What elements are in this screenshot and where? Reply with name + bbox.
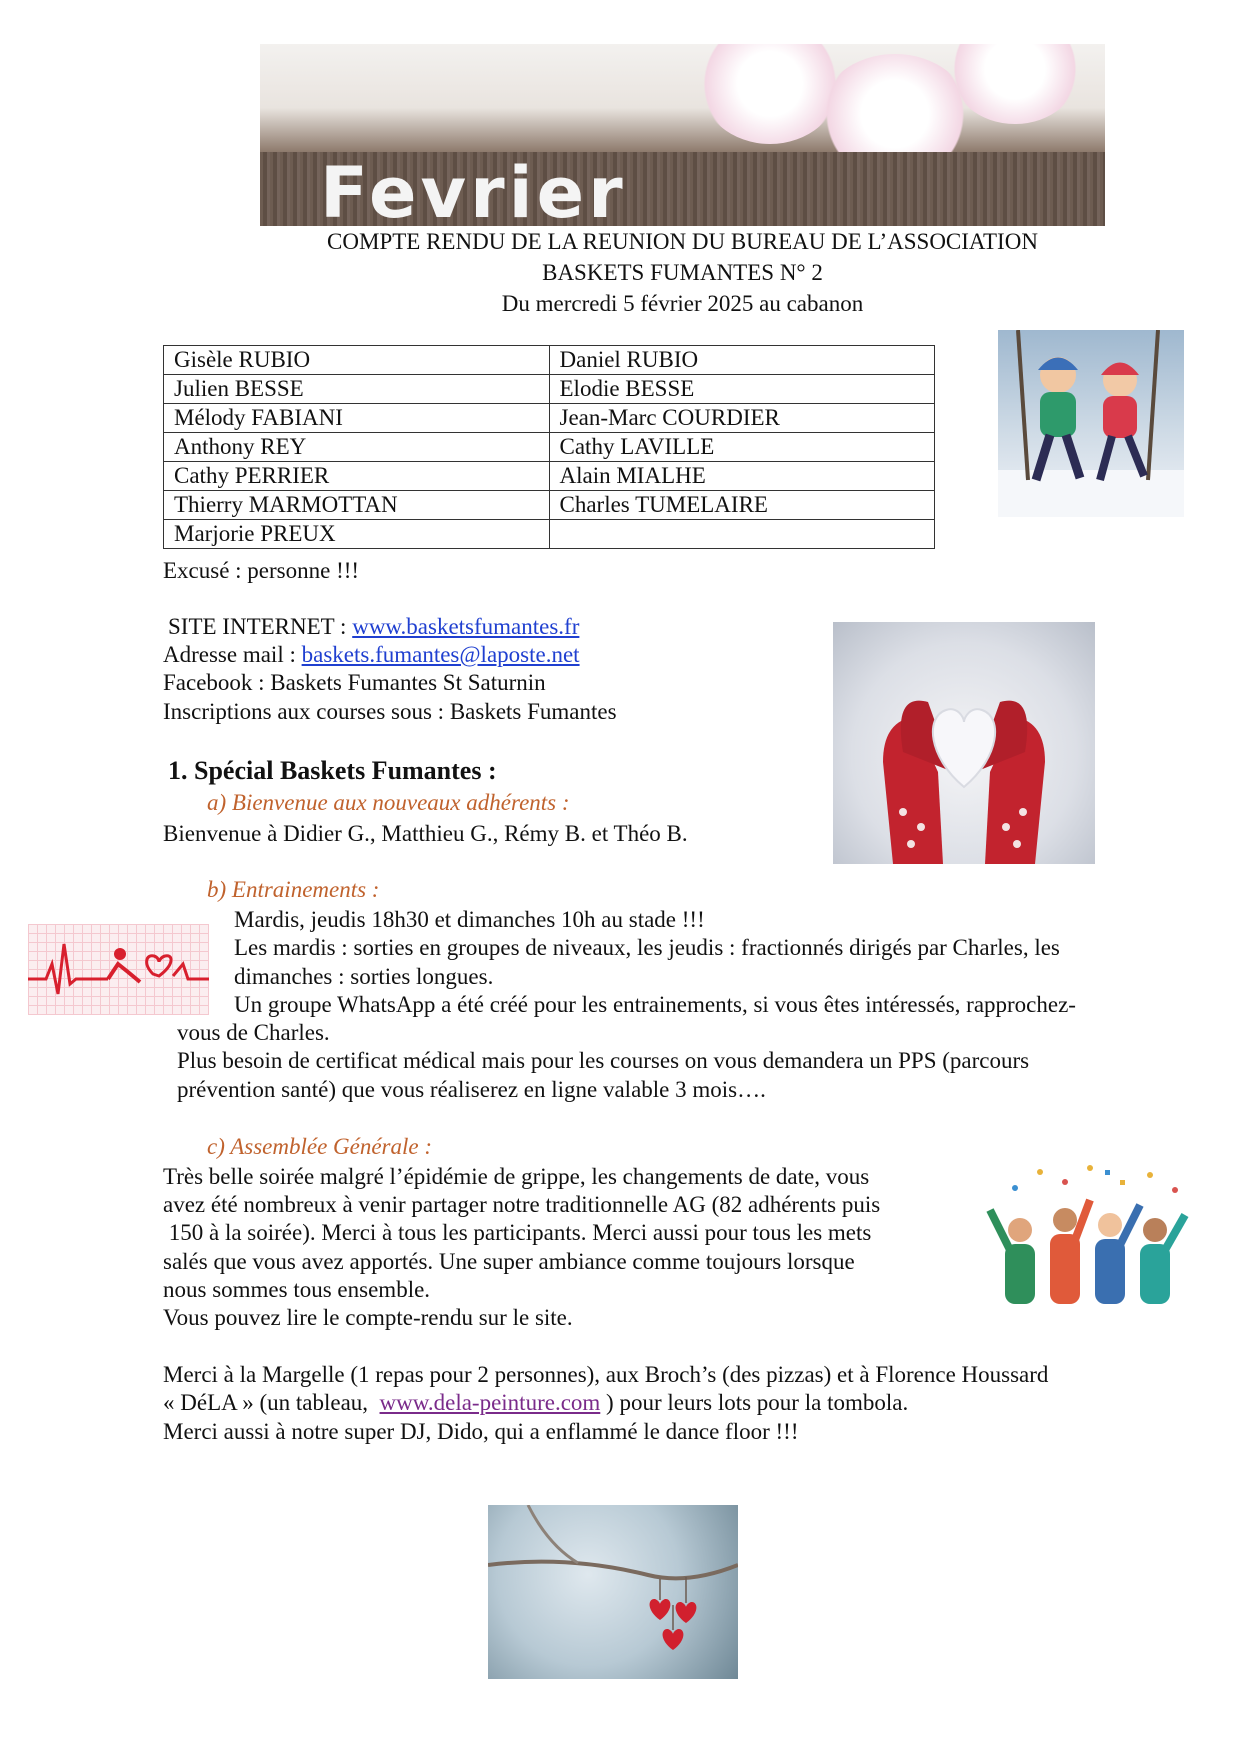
attendee-cell: Gisèle RUBIO xyxy=(164,346,550,375)
inscriptions-line: Inscriptions aux courses sous : Baskets Fumantes xyxy=(163,699,617,724)
attendee-cell: Alain MIALHE xyxy=(549,462,935,491)
assembly-line: Très belle soirée malgré l’épidémie de grippe, les changements de date, vous xyxy=(163,1164,870,1189)
thanks-line1: Merci à la Margelle (1 repas pour 2 personnes), aux Broch’s (des pizzas) et à Florence Houssard xyxy=(163,1362,1049,1387)
report-title-line2: BASKETS FUMANTES N° 2 xyxy=(542,260,823,285)
section-heading-special: 1. Spécial Baskets Fumantes : xyxy=(168,756,497,785)
website-line xyxy=(168,612,579,641)
training-line: Mardis, jeudis 18h30 et dimanches 10h au stade !!! xyxy=(234,907,705,932)
assembly-line: 150 à la soirée). Merci à tous les participants. Merci aussi pour tous les mets xyxy=(163,1220,872,1245)
celebration-people-image xyxy=(980,1160,1198,1310)
attendee-cell: Anthony REY xyxy=(164,433,550,462)
attendee-cell: Jean-Marc COURDIER xyxy=(549,404,935,433)
training-line: dimanches : sorties longues. xyxy=(234,964,494,989)
welcome-text: Bienvenue à Didier G., Matthieu G., Rémy B. et Théo B. xyxy=(163,821,688,846)
attendee-cell: Elodie BESSE xyxy=(549,375,935,404)
attendee-cell: Daniel RUBIO xyxy=(549,346,935,375)
email-label: Adresse mail : xyxy=(163,642,302,667)
dela-peinture-link[interactable]: www.dela-peinture.com xyxy=(379,1390,601,1415)
attendee-cell: Thierry MARMOTTAN xyxy=(164,491,550,520)
attendee-cell: Mélody FABIANI xyxy=(164,404,550,433)
assembly-line: nous sommes tous ensemble. xyxy=(163,1277,431,1302)
excused-note: Excusé : personne !!! xyxy=(163,558,360,583)
training-line: vous de Charles. xyxy=(177,1020,330,1045)
table-row xyxy=(164,520,935,549)
banner-word: Fevrier xyxy=(320,152,627,226)
facebook-line: Facebook : Baskets Fumantes St Saturnin xyxy=(163,670,546,695)
thanks-line2 xyxy=(163,1388,908,1417)
attendee-cell: Cathy PERRIER xyxy=(164,462,550,491)
table-row xyxy=(164,404,935,433)
thanks-line2-start: « DéLA » (un tableau, xyxy=(163,1390,380,1415)
report-date: Du mercredi 5 février 2025 au cabanon xyxy=(501,291,864,316)
subheading-welcome: a) Bienvenue aux nouveaux adhérents : xyxy=(207,790,570,815)
mittens-heart-image xyxy=(833,622,1095,864)
table-row xyxy=(164,462,935,491)
thanks-line2-end: ) pour leurs lots pour la tombola. xyxy=(600,1390,909,1415)
assembly-line: avez été nombreux à venir partager notre traditionnelle AG (82 adhérents puis xyxy=(163,1192,881,1217)
table-row xyxy=(164,346,935,375)
website-link[interactable]: www.basketsfumantes.fr xyxy=(352,614,580,639)
report-title-line1: COMPTE RENDU DE LA REUNION DU BUREAU DE L’ASSOCIATION xyxy=(327,229,1038,254)
training-line: Plus besoin de certificat médical mais pour les courses on vous demandera un PPS (parcours xyxy=(177,1048,1030,1073)
attendee-cell: Charles TUMELAIRE xyxy=(549,491,935,520)
attendee-cell: Cathy LAVILLE xyxy=(549,433,935,462)
header-banner-image xyxy=(260,44,1105,226)
heartbeat-runner-image xyxy=(28,924,209,1015)
subheading-general-assembly: c) Assemblée Générale : xyxy=(207,1134,433,1159)
attendee-cell: Julien BESSE xyxy=(164,375,550,404)
table-row xyxy=(164,433,935,462)
frozen-hearts-image xyxy=(488,1505,738,1679)
training-line: Un groupe WhatsApp a été créé pour les entrainements, si vous êtes intéressés, rapprochez- xyxy=(234,992,1076,1017)
attendees-table xyxy=(163,345,935,549)
winter-runners-image xyxy=(998,330,1184,517)
training-line: Les mardis : sorties en groupes de niveaux, les jeudis : fractionnés dirigés par Charles, les xyxy=(234,935,1060,960)
thanks-line3: Merci aussi à notre super DJ, Dido, qui a enflammé le dance floor !!! xyxy=(163,1419,799,1444)
assembly-line: Vous pouvez lire le compte-rendu sur le site. xyxy=(163,1305,573,1330)
subheading-trainings: b) Entrainements : xyxy=(207,877,380,902)
email-link[interactable]: baskets.fumantes@laposte.net xyxy=(301,642,580,667)
table-row xyxy=(164,491,935,520)
assembly-line: salés que vous avez apportés. Une super ambiance comme toujours lorsque xyxy=(163,1249,855,1274)
website-label: SITE INTERNET : xyxy=(168,614,353,639)
table-row xyxy=(164,375,935,404)
attendee-cell xyxy=(549,520,935,549)
attendee-cell: Marjorie PREUX xyxy=(164,520,550,549)
training-line: prévention santé) que vous réaliserez en ligne valable 3 mois…. xyxy=(177,1077,766,1102)
email-line xyxy=(163,640,580,669)
